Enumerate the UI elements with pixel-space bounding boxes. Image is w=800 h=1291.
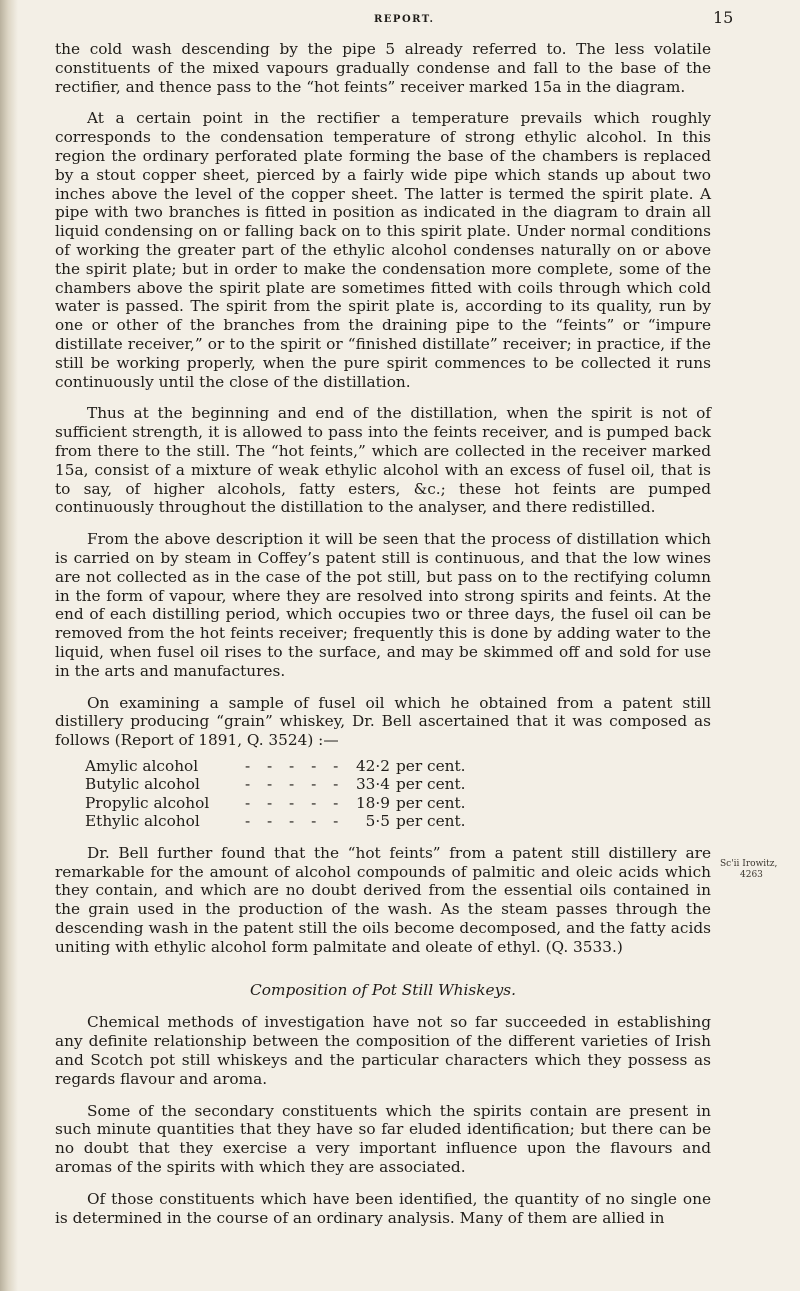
row-value: 5·5: [365, 812, 390, 831]
margin-note-number: 4263: [740, 870, 763, 880]
paragraph-5: On examining a sample of fusel oil which he obtained from a patent still distillery producing “grain” whiskey, Dr. Bell ascertained that it was composed as follows (Report of 1891, Q. 3524) :—: [55, 693, 711, 750]
paragraph-2: At a certain point in the rectifier a temperature prevails which roughly corresponds to the condensation temperature of strong ethylic alcohol. In this region the ordinary perforated plate forming the base of the chambers is replaced by a stout copper sheet, pierced by a fairly wide pipe which stands up about two inches above the level of the copper sheet. The latter is termed the spirit plate. A pipe with two branches is fitted in position as indicated in the diagram to drain all liquid condensing on or falling back on to this spirit plate. Under normal conditions of working the greater part of the ethylic alcohol condenses naturally on or above the spirit plate; but in order to make the condensation more complete, some of the chambers above the spirit plate are sometimes fitted with coils through which cold water is passed. The spirit from the spirit plate is, according to its quality, run by one or other of the branches from the draining pipe to the “feints” or “impure distillate receiver,” or to the spirit or “finished distillate” receiver; in practice, if the still be working properly, when the pure spirit commences to be collected it runs continuously until the close of the distillation.: [55, 109, 711, 391]
paragraph-8: Some of the secondary constituents which the spirits contain are present in such minute quantities that they have so far eluded identification; but there can be no doubt that they exercise a very important influence upon the flavours and aromas of the spirits with which they are associated.: [55, 1101, 711, 1177]
fusel-oil-composition-table: [55, 757, 711, 831]
paragraph-1: the cold wash descending by the pipe 5 already referred to. The less volatile constituents of the mixed vapours gradually condense and fall to the base of the rectifier, and thence pass to the “hot feints” receiver marked 15a in the diagram.: [55, 40, 711, 96]
table-row: [55, 775, 711, 794]
row-dots: - - - - -: [245, 756, 345, 775]
row-dots: - - - - -: [245, 775, 345, 794]
paragraph-7: Chemical methods of investigation have not so far succeeded in establishing any definite relationship between the composition of the different varieties of Irish and Scotch pot still whiskeys and the particular characters which they possess as regards flavour and aroma.: [55, 1013, 711, 1088]
paragraph-9: Of those constituents which have been identified, the quantity of no single one is determined in the course of an ordinary analysis. Many of them are allied in: [55, 1189, 711, 1227]
margin-note: [720, 859, 800, 881]
row-label: Propylic alcohol: [85, 793, 210, 812]
row-dots: - - - - -: [245, 793, 345, 812]
page-number: 15: [713, 8, 734, 27]
row-value: 18·9: [355, 793, 390, 812]
table-row: [55, 812, 711, 831]
row-dots: - - - - -: [245, 812, 345, 831]
row-value: 42·2: [355, 756, 390, 775]
paragraph-6: Dr. Bell further found that the “hot feints” from a patent still distillery are remarkable for the amount of alcohol compounds of palmitic and oleic acids which they contain, and which are no doubt derived from the essential oils contained in the grain used in the production of the wash. As the steam passes through the descending wash in the patent still the oils become decomposed, and the fatty acids uniting with ethylic alcohol form palmitate and oleate of ethyl. (Q. 3533.): [55, 843, 711, 956]
row-label: Butylic alcohol: [85, 775, 200, 794]
page-header: [0, 6, 800, 30]
margin-note-name: Sc'ii Irowitz,: [720, 859, 778, 869]
row-unit: per cent.: [396, 793, 466, 812]
running-head: REPORT.: [374, 14, 435, 25]
paragraph-3: Thus at the beginning and end of the distillation, when the spirit is not of sufficient strength, it is allowed to pass into the feints receiver, and is pumped back from there to the still. The “hot feints,” which are collected in the receiver marked 15a, consist of a mixture of weak ethylic alcohol with an excess of fusel oil, that is to say, of higher alcohols, fatty esters, &c.; these hot feints are pumped continuously throughout the distillation to the analyser, and there redistilled.: [55, 404, 711, 517]
table-row: [55, 757, 711, 776]
row-unit: per cent.: [396, 756, 466, 775]
row-value: 33·4: [355, 775, 390, 794]
section-heading: Composition of Pot Still Whiskeys.: [250, 980, 516, 999]
table-row: [55, 794, 711, 813]
row-unit: per cent.: [396, 812, 466, 831]
page-body: [55, 40, 711, 1240]
row-unit: per cent.: [396, 775, 466, 794]
paragraph-4: From the above description it will be seen that the process of distillation which is carried on by steam in Coffey’s patent still is continuous, and that the low wines are not collected as in the case of the pot still, but pass on to the rectifying column in the form of vapour, where they are resolved into strong spirits and feints. At the end of each distilling period, which occupies two or three days, the fusel oil can be removed from the hot feints receiver; frequently this is done by adding water to the liquid, when fusel oil rises to the surface, and may be skimmed off and sold for use in the arts and manufactures.: [55, 530, 711, 680]
row-label: Ethylic alcohol: [85, 812, 200, 831]
row-label: Amylic alcohol: [85, 756, 199, 775]
page-edge-shadow: [0, 0, 18, 1291]
